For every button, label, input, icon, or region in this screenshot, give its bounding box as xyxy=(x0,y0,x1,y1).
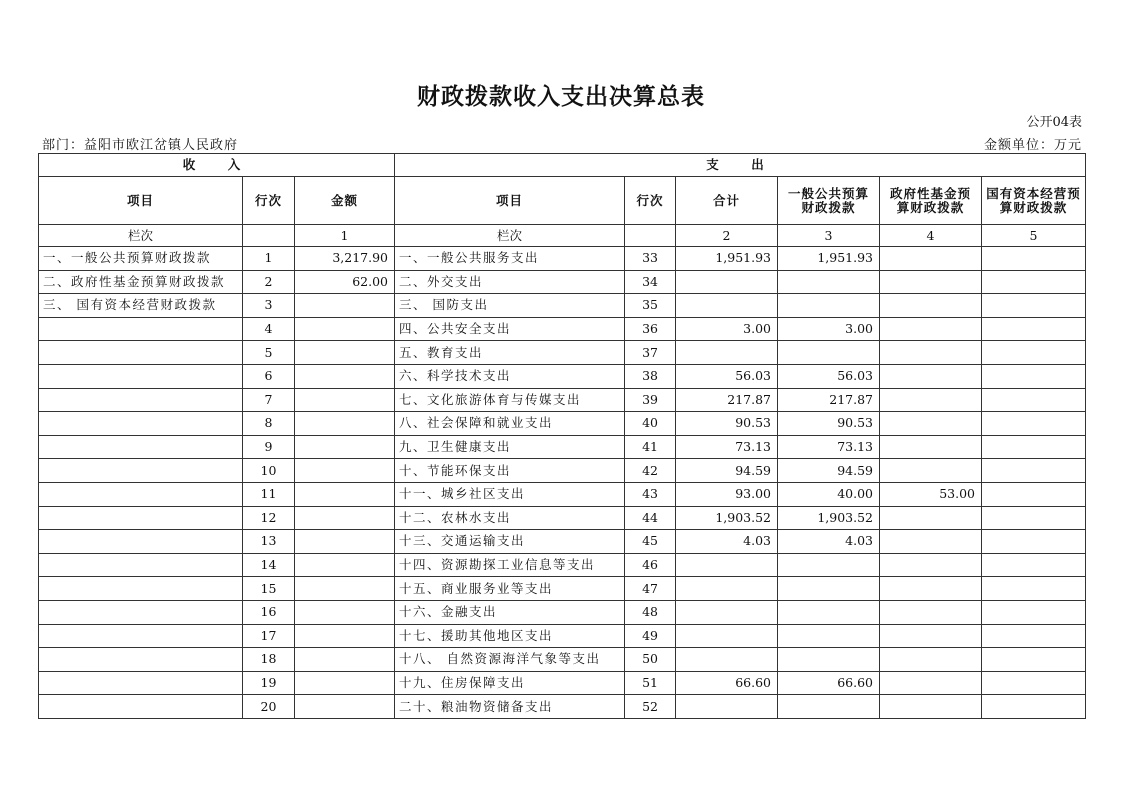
table-row xyxy=(39,577,1086,601)
total-amount-cell xyxy=(676,600,778,624)
general-budget-amount-cell: 94.59 xyxy=(778,459,880,483)
income-row-no-cell: 19 xyxy=(243,671,295,695)
gov-fund-amount-cell xyxy=(880,341,982,365)
gov-fund-amount-cell xyxy=(880,671,982,695)
expense-item-cell: 十一、城乡社区支出 xyxy=(395,482,625,506)
income-amount-cell xyxy=(295,388,395,412)
income-item-cell xyxy=(39,553,243,577)
income-row-no-cell: 3 xyxy=(243,294,295,318)
income-row-no-cell: 4 xyxy=(243,317,295,341)
income-row-no-cell: 2 xyxy=(243,270,295,294)
income-item-cell: 二、政府性基金预算财政拨款 xyxy=(39,270,243,294)
income-row-no-cell: 6 xyxy=(243,364,295,388)
general-budget-amount-cell xyxy=(778,648,880,672)
income-item-cell xyxy=(39,412,243,436)
income-row-no-cell: 11 xyxy=(243,482,295,506)
income-amount-cell xyxy=(295,341,395,365)
total-amount-cell: 56.03 xyxy=(676,364,778,388)
expense-row-no-cell: 46 xyxy=(625,553,676,577)
gov-fund-amount-cell xyxy=(880,577,982,601)
gov-fund-amount-cell xyxy=(880,412,982,436)
table-row xyxy=(39,695,1086,719)
income-header: 收 入 xyxy=(39,154,395,177)
expense-row-no-cell: 41 xyxy=(625,435,676,459)
table-row xyxy=(39,270,1086,294)
income-item-cell xyxy=(39,482,243,506)
income-row-no-cell: 16 xyxy=(243,600,295,624)
col-fund: 政府性基金预算财政拨款 xyxy=(880,177,982,225)
income-amount-cell xyxy=(295,695,395,719)
total-amount-cell: 73.13 xyxy=(676,435,778,459)
income-row-no-cell: 17 xyxy=(243,624,295,648)
income-amount-cell xyxy=(295,624,395,648)
table-row xyxy=(39,247,1086,271)
state-capital-amount-cell xyxy=(982,459,1086,483)
lane-5: 5 xyxy=(982,225,1086,247)
budget-table xyxy=(38,153,1086,719)
total-amount-cell: 94.59 xyxy=(676,459,778,483)
expense-item-cell: 十八、 自然资源海洋气象等支出 xyxy=(395,648,625,672)
gov-fund-amount-cell xyxy=(880,695,982,719)
total-amount-cell xyxy=(676,648,778,672)
general-budget-amount-cell xyxy=(778,294,880,318)
income-item-cell xyxy=(39,506,243,530)
table-row xyxy=(39,671,1086,695)
gov-fund-amount-cell xyxy=(880,530,982,554)
expense-row-no-cell: 38 xyxy=(625,364,676,388)
income-item-cell xyxy=(39,435,243,459)
income-item-cell: 一、一般公共预算财政拨款 xyxy=(39,247,243,271)
state-capital-amount-cell xyxy=(982,341,1086,365)
table-row xyxy=(39,506,1086,530)
expense-item-cell: 五、教育支出 xyxy=(395,341,625,365)
income-amount-cell xyxy=(295,482,395,506)
income-row-no-cell: 20 xyxy=(243,695,295,719)
expense-row-no-cell: 36 xyxy=(625,317,676,341)
income-amount-cell xyxy=(295,435,395,459)
income-row-no-cell: 5 xyxy=(243,341,295,365)
income-amount-cell xyxy=(295,412,395,436)
state-capital-amount-cell xyxy=(982,600,1086,624)
income-item-cell: 三、 国有资本经营财政拨款 xyxy=(39,294,243,318)
expense-item-cell: 十、节能环保支出 xyxy=(395,459,625,483)
expense-item-cell: 六、科学技术支出 xyxy=(395,364,625,388)
col-row-no: 行次 xyxy=(243,177,295,225)
state-capital-amount-cell xyxy=(982,412,1086,436)
income-amount-cell xyxy=(295,317,395,341)
expense-row-no-cell: 35 xyxy=(625,294,676,318)
gov-fund-amount-cell xyxy=(880,648,982,672)
income-item-cell xyxy=(39,317,243,341)
table-row xyxy=(39,435,1086,459)
col-general: 一般公共预算财政拨款 xyxy=(778,177,880,225)
total-amount-cell: 1,951.93 xyxy=(676,247,778,271)
expense-row-no-cell: 43 xyxy=(625,482,676,506)
lane-label: 栏次 xyxy=(39,225,243,247)
expense-row-no-cell: 45 xyxy=(625,530,676,554)
total-amount-cell xyxy=(676,577,778,601)
total-amount-cell xyxy=(676,553,778,577)
expense-item-cell: 九、卫生健康支出 xyxy=(395,435,625,459)
general-budget-amount-cell: 217.87 xyxy=(778,388,880,412)
income-amount-cell xyxy=(295,577,395,601)
gov-fund-amount-cell xyxy=(880,294,982,318)
col-total: 合计 xyxy=(676,177,778,225)
gov-fund-amount-cell xyxy=(880,270,982,294)
income-row-no-cell: 15 xyxy=(243,577,295,601)
total-amount-cell xyxy=(676,270,778,294)
expense-row-no-cell: 39 xyxy=(625,388,676,412)
state-capital-amount-cell xyxy=(982,270,1086,294)
state-capital-amount-cell xyxy=(982,247,1086,271)
total-amount-cell: 66.60 xyxy=(676,671,778,695)
general-budget-amount-cell: 4.03 xyxy=(778,530,880,554)
general-budget-amount-cell: 1,951.93 xyxy=(778,247,880,271)
page-title: 财政拨款收入支出决算总表 xyxy=(417,83,705,110)
income-row-no-cell: 9 xyxy=(243,435,295,459)
gov-fund-amount-cell xyxy=(880,553,982,577)
gov-fund-amount-cell xyxy=(880,624,982,648)
general-budget-amount-cell: 73.13 xyxy=(778,435,880,459)
expense-item-cell: 二十、粮油物资储备支出 xyxy=(395,695,625,719)
expense-row-no-cell: 48 xyxy=(625,600,676,624)
lane-label-2: 栏次 xyxy=(395,225,625,247)
expense-row-no-cell: 44 xyxy=(625,506,676,530)
general-budget-amount-cell xyxy=(778,553,880,577)
col-amount: 金额 xyxy=(295,177,395,225)
income-row-no-cell: 14 xyxy=(243,553,295,577)
general-budget-amount-cell xyxy=(778,624,880,648)
state-capital-amount-cell xyxy=(982,695,1086,719)
income-amount-cell: 62.00 xyxy=(295,270,395,294)
form-number: 公开04表 xyxy=(1026,115,1082,130)
gov-fund-amount-cell xyxy=(880,247,982,271)
state-capital-amount-cell xyxy=(982,364,1086,388)
state-capital-amount-cell xyxy=(982,671,1086,695)
gov-fund-amount-cell xyxy=(880,506,982,530)
income-item-cell xyxy=(39,671,243,695)
income-amount-cell xyxy=(295,364,395,388)
expense-item-cell: 十七、援助其他地区支出 xyxy=(395,624,625,648)
income-amount-cell xyxy=(295,506,395,530)
col-row-no2: 行次 xyxy=(625,177,676,225)
expense-row-no-cell: 50 xyxy=(625,648,676,672)
state-capital-amount-cell xyxy=(982,553,1086,577)
general-budget-amount-cell: 56.03 xyxy=(778,364,880,388)
lane-2: 2 xyxy=(676,225,778,247)
gov-fund-amount-cell xyxy=(880,317,982,341)
expense-row-no-cell: 42 xyxy=(625,459,676,483)
expense-item-cell: 十四、资源勘探工业信息等支出 xyxy=(395,553,625,577)
income-amount-cell xyxy=(295,459,395,483)
income-item-cell xyxy=(39,364,243,388)
table-row xyxy=(39,412,1086,436)
table-row xyxy=(39,294,1086,318)
general-budget-amount-cell xyxy=(778,270,880,294)
general-budget-amount-cell: 66.60 xyxy=(778,671,880,695)
lane-3: 3 xyxy=(778,225,880,247)
column-header-row xyxy=(39,177,1086,225)
state-capital-amount-cell xyxy=(982,506,1086,530)
expense-row-no-cell: 51 xyxy=(625,671,676,695)
income-amount-cell xyxy=(295,530,395,554)
income-amount-cell xyxy=(295,553,395,577)
department-label: 部门：益阳市欧江岔镇人民政府 xyxy=(42,138,239,153)
lane-empty-2 xyxy=(625,225,676,247)
income-item-cell xyxy=(39,624,243,648)
lane-1: 1 xyxy=(295,225,395,247)
gov-fund-amount-cell xyxy=(880,459,982,483)
total-amount-cell xyxy=(676,624,778,648)
total-amount-cell xyxy=(676,341,778,365)
general-budget-amount-cell: 90.53 xyxy=(778,412,880,436)
state-capital-amount-cell xyxy=(982,482,1086,506)
expense-item-cell: 二、外交支出 xyxy=(395,270,625,294)
table-row xyxy=(39,364,1086,388)
income-row-no-cell: 7 xyxy=(243,388,295,412)
unit-label: 金额单位：万元 xyxy=(983,138,1082,153)
gov-fund-amount-cell xyxy=(880,600,982,624)
expense-row-no-cell: 37 xyxy=(625,341,676,365)
state-capital-amount-cell xyxy=(982,577,1086,601)
table-row xyxy=(39,624,1086,648)
income-row-no-cell: 10 xyxy=(243,459,295,483)
income-amount-cell: 3,217.90 xyxy=(295,247,395,271)
gov-fund-amount-cell xyxy=(880,364,982,388)
income-row-no-cell: 12 xyxy=(243,506,295,530)
table-row xyxy=(39,648,1086,672)
expense-item-cell: 一、一般公共服务支出 xyxy=(395,247,625,271)
income-item-cell xyxy=(39,600,243,624)
expense-header: 支 出 xyxy=(395,154,1086,177)
total-amount-cell xyxy=(676,695,778,719)
total-amount-cell: 3.00 xyxy=(676,317,778,341)
expense-item-cell: 十五、商业服务业等支出 xyxy=(395,577,625,601)
state-capital-amount-cell xyxy=(982,530,1086,554)
expense-item-cell: 十六、金融支出 xyxy=(395,600,625,624)
expense-item-cell: 七、文化旅游体育与传媒支出 xyxy=(395,388,625,412)
income-item-cell xyxy=(39,341,243,365)
total-amount-cell: 1,903.52 xyxy=(676,506,778,530)
expense-item-cell: 十二、农林水支出 xyxy=(395,506,625,530)
gov-fund-amount-cell xyxy=(880,388,982,412)
table-row xyxy=(39,600,1086,624)
table-row xyxy=(39,317,1086,341)
total-amount-cell: 4.03 xyxy=(676,530,778,554)
col-item: 项目 xyxy=(39,177,243,225)
state-capital-amount-cell xyxy=(982,294,1086,318)
state-capital-amount-cell xyxy=(982,648,1086,672)
gov-fund-amount-cell: 53.00 xyxy=(880,482,982,506)
income-item-cell xyxy=(39,648,243,672)
general-budget-amount-cell xyxy=(778,600,880,624)
general-budget-amount-cell: 40.00 xyxy=(778,482,880,506)
income-row-no-cell: 18 xyxy=(243,648,295,672)
general-budget-amount-cell xyxy=(778,577,880,601)
expense-row-no-cell: 40 xyxy=(625,412,676,436)
income-amount-cell xyxy=(295,648,395,672)
income-amount-cell xyxy=(295,600,395,624)
col-state: 国有资本经营预算财政拨款 xyxy=(982,177,1086,225)
lane-row xyxy=(39,225,1086,247)
table-row xyxy=(39,482,1086,506)
expense-row-no-cell: 33 xyxy=(625,247,676,271)
state-capital-amount-cell xyxy=(982,435,1086,459)
lane-4: 4 xyxy=(880,225,982,247)
state-capital-amount-cell xyxy=(982,388,1086,412)
income-item-cell xyxy=(39,695,243,719)
col-item2: 项目 xyxy=(395,177,625,225)
total-amount-cell: 93.00 xyxy=(676,482,778,506)
expense-item-cell: 十九、住房保障支出 xyxy=(395,671,625,695)
section-header-row xyxy=(39,154,1086,177)
expense-row-no-cell: 47 xyxy=(625,577,676,601)
expense-item-cell: 四、公共安全支出 xyxy=(395,317,625,341)
table-row xyxy=(39,341,1086,365)
expense-item-cell: 三、 国防支出 xyxy=(395,294,625,318)
gov-fund-amount-cell xyxy=(880,435,982,459)
state-capital-amount-cell xyxy=(982,624,1086,648)
expense-item-cell: 八、社会保障和就业支出 xyxy=(395,412,625,436)
table-row xyxy=(39,530,1086,554)
general-budget-amount-cell: 1,903.52 xyxy=(778,506,880,530)
expense-row-no-cell: 34 xyxy=(625,270,676,294)
expense-row-no-cell: 52 xyxy=(625,695,676,719)
total-amount-cell: 90.53 xyxy=(676,412,778,436)
expense-row-no-cell: 49 xyxy=(625,624,676,648)
state-capital-amount-cell xyxy=(982,317,1086,341)
income-item-cell xyxy=(39,530,243,554)
total-amount-cell: 217.87 xyxy=(676,388,778,412)
income-amount-cell xyxy=(295,294,395,318)
income-row-no-cell: 13 xyxy=(243,530,295,554)
general-budget-amount-cell xyxy=(778,695,880,719)
general-budget-amount-cell xyxy=(778,341,880,365)
income-amount-cell xyxy=(295,671,395,695)
expense-item-cell: 十三、交通运输支出 xyxy=(395,530,625,554)
income-item-cell xyxy=(39,459,243,483)
table-row xyxy=(39,553,1086,577)
income-row-no-cell: 1 xyxy=(243,247,295,271)
general-budget-amount-cell: 3.00 xyxy=(778,317,880,341)
total-amount-cell xyxy=(676,294,778,318)
income-item-cell xyxy=(39,388,243,412)
table-row xyxy=(39,388,1086,412)
income-item-cell xyxy=(39,577,243,601)
income-row-no-cell: 8 xyxy=(243,412,295,436)
lane-empty xyxy=(243,225,295,247)
table-row xyxy=(39,459,1086,483)
